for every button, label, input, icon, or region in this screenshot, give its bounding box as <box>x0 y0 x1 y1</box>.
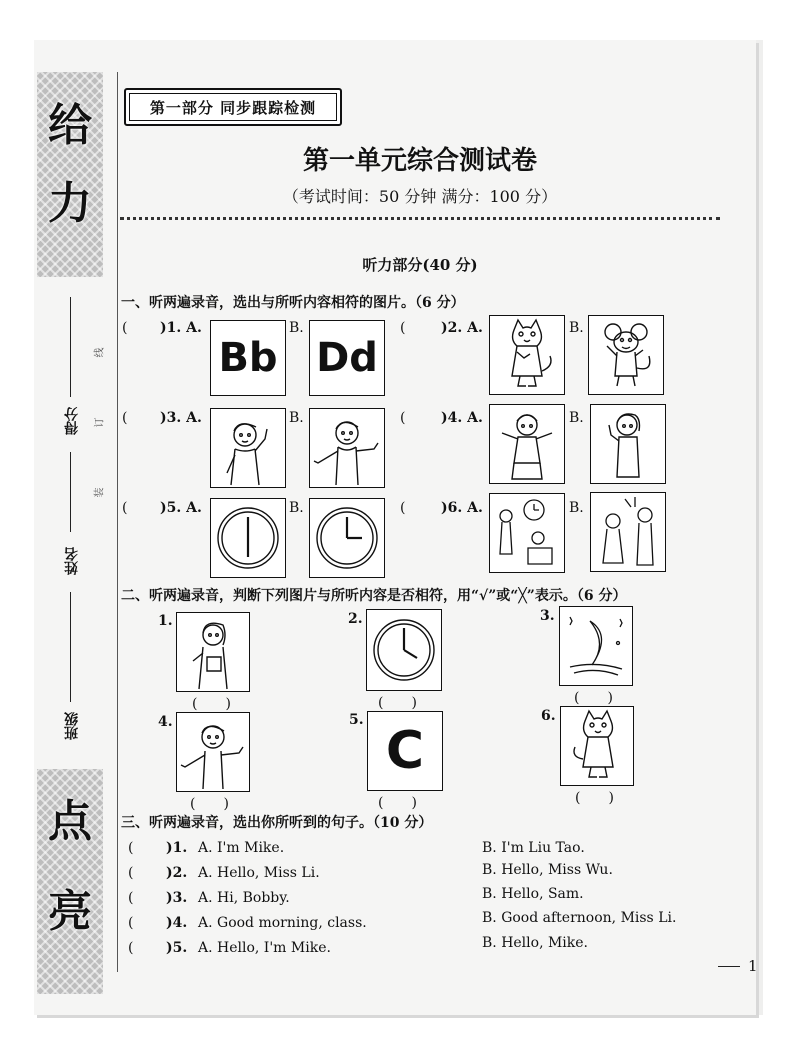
answer-paren: ( <box>400 320 406 336</box>
s2-item4-number: 4. <box>158 714 173 730</box>
q1-number: )1. A. <box>160 320 202 336</box>
q4-option-a-woman-image <box>489 404 565 484</box>
q4-number: )4. A. <box>441 410 483 426</box>
s2-item1-woman-image <box>176 612 250 692</box>
answer-paren: ( <box>400 500 406 516</box>
q4-option-b-label: B. <box>569 410 584 426</box>
score-line <box>70 297 71 397</box>
q6-option-b-label: B. <box>569 500 584 516</box>
q5-number: )5. A. <box>160 500 202 516</box>
q2-number: )2. A. <box>441 320 483 336</box>
answer-paren: ( <box>128 865 134 881</box>
side-strip <box>37 72 103 1030</box>
q1-option-b-label: B. <box>289 320 304 336</box>
q1-option-b-letters: Dd <box>309 320 385 396</box>
answer-paren: ( <box>122 500 128 516</box>
q3-option-a-boy-image <box>210 408 286 488</box>
class-line <box>70 592 71 702</box>
q5-option-b-clock-image <box>309 498 385 578</box>
s3-q4-option-a: A. Good morning, class. <box>198 915 367 931</box>
s3-q2-option-a: A. Hello, Miss Li. <box>198 865 320 881</box>
q3-option-b-label: B. <box>289 410 304 426</box>
side-char-3: 点 <box>48 796 92 847</box>
q6-number: )6. A. <box>441 500 483 516</box>
s3-q1-option-a: A. I'm Mike. <box>198 840 285 856</box>
q5-option-a-clock-image <box>210 498 286 578</box>
s3-q4-option-b: B. Good afternoon, Miss Li. <box>482 910 677 926</box>
s2-item6-answer-paren: ( ) <box>575 790 614 806</box>
s2-item1-number: 1. <box>158 613 173 629</box>
q6-option-a-scene-image <box>489 493 565 573</box>
s2-item5-answer-paren: ( ) <box>378 795 417 811</box>
page-number: 1 <box>748 957 758 975</box>
s3-q1-option-b: B. I'm Liu Tao. <box>482 840 585 856</box>
name-label: 姓名 <box>64 547 80 575</box>
answer-paren: ( <box>122 320 128 336</box>
score-label: 得分 <box>64 407 80 435</box>
s2-item2-answer-paren: ( ) <box>378 695 417 711</box>
section2-heading: 二、听两遍录音，判断下列图片与所听内容是否相符，用“√”或“╳”表示。（6 分） <box>121 588 627 604</box>
binding-frame-line <box>117 72 118 972</box>
q2-option-b-label: B. <box>569 320 584 336</box>
side-char-2: 力 <box>48 178 92 229</box>
s3-q4-number: )4. <box>166 915 188 931</box>
answer-paren: ( <box>128 840 134 856</box>
s3-q3-number: )3. <box>166 890 188 906</box>
s2-item2-clock-image <box>366 609 442 691</box>
s2-item3-number: 3. <box>540 608 555 624</box>
q3-number: )3. A. <box>160 410 202 426</box>
section3-heading: 三、听两遍录音，选出你所听到的句子。（10 分） <box>121 815 433 831</box>
section1-heading: 一、听两遍录音，选出与所听内容相符的图片。（6 分） <box>121 295 465 311</box>
cut-line-char-3: 装 <box>94 487 106 498</box>
exam-subtitle: （考试时间：50 分钟 满分：100 分） <box>282 187 558 206</box>
s2-item5-letter-c: C <box>367 711 443 791</box>
s3-q1-number: )1. <box>166 840 188 856</box>
s2-item2-number: 2. <box>348 611 363 627</box>
side-char-1: 给 <box>48 100 92 151</box>
s3-q2-number: )2. <box>166 865 188 881</box>
q6-option-b-scene-image <box>590 492 666 572</box>
s2-item6-number: 6. <box>541 708 556 724</box>
answer-paren: ( <box>400 410 406 426</box>
s3-q2-option-b: B. Hello, Miss Wu. <box>482 862 613 878</box>
q5-option-b-label: B. <box>289 500 304 516</box>
s2-item3-answer-paren: ( ) <box>574 690 613 706</box>
s3-q5-option-a: A. Hello, I'm Mike. <box>198 940 331 956</box>
s3-q3-option-b: B. Hello, Sam. <box>482 886 584 902</box>
s2-item1-answer-paren: ( ) <box>192 696 231 712</box>
s3-q5-option-b: B. Hello, Mike. <box>482 935 588 951</box>
q2-option-a-cat-image <box>489 315 565 395</box>
s3-q5-number: )5. <box>166 940 188 956</box>
name-line <box>70 452 71 532</box>
s2-item5-number: 5. <box>349 712 364 728</box>
q2-option-b-mouse-image <box>588 315 664 395</box>
class-label: 班级 <box>64 712 80 740</box>
side-char-4: 亮 <box>48 886 92 937</box>
q4-option-b-girl-image <box>590 404 666 484</box>
s2-item6-cat-image <box>560 706 634 786</box>
answer-paren: ( <box>128 890 134 906</box>
q3-option-b-boy-waving-image <box>309 408 385 488</box>
cut-line-char-1: 线 <box>94 347 106 358</box>
s2-item3-moon-image <box>559 606 633 686</box>
answer-paren: ( <box>122 410 128 426</box>
s2-item4-answer-paren: ( ) <box>190 796 229 812</box>
listening-heading: 听力部分(40 分) <box>362 256 478 274</box>
page-number-dash <box>718 966 740 967</box>
cut-line-char-2: 订 <box>94 417 106 428</box>
s3-q3-option-a: A. Hi, Bobby. <box>198 890 290 906</box>
s2-item4-boy-waving-image <box>176 712 250 792</box>
q1-option-a-letters: Bb <box>210 320 286 396</box>
divider-dotted <box>120 217 720 220</box>
part-label-box <box>124 88 342 126</box>
answer-paren: ( <box>128 915 134 931</box>
answer-paren: ( <box>128 940 134 956</box>
exam-title: 第一单元综合测试卷 <box>302 146 537 176</box>
part-label: 第一部分 同步跟踪检测 <box>129 93 337 121</box>
